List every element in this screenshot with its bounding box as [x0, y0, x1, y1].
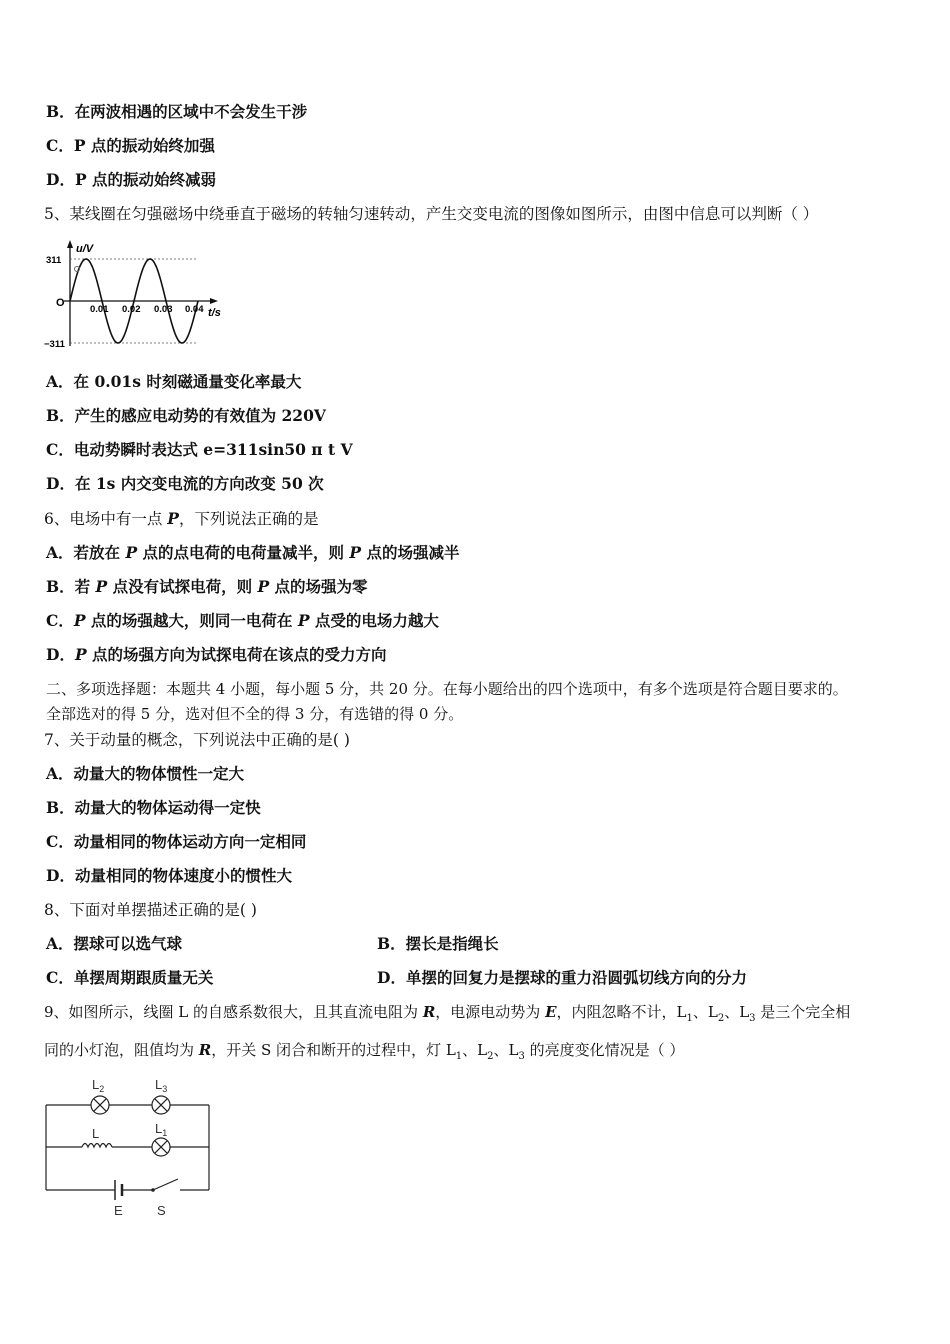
y-max-label: 311 [46, 255, 62, 266]
circuit-diagram [40, 1072, 220, 1222]
lamp-l3 [152, 1096, 170, 1114]
q5-option-b: B．产生的感应电动势的有效值为 220V [46, 406, 326, 425]
y-min-label: −311 [44, 339, 65, 350]
label-e: E [114, 1203, 123, 1218]
q8-option-d: D．单摆的回复力是摆球的重力沿圆弧切线方向的分力 [377, 968, 747, 987]
option-c-prev: C．P 点的振动始终加强 [46, 136, 215, 155]
origin-label: O [56, 297, 65, 309]
label-s: S [157, 1203, 166, 1218]
q9-stem-line1: 9、如图所示，线圈 L 的自感系数很大，且其直流电阻为 R，电源电动势为 E，内阻忽略不计，$L_1$、$L_2$、$L_3$ 是三个完全相 [44, 1003, 851, 1024]
q7-option-b: B．动量大的物体运动得一定快 [46, 798, 261, 817]
q8-option-b: B．摆长是指绳长 [377, 934, 499, 953]
q5-stem: 5、某线圈在匀强磁场中绕垂直于磁场的转轴匀速转动，产生交变电流的图像如图所示，由图中信息可以判断（ ） [44, 205, 819, 223]
q7-option-d: D．动量相同的物体速度小的惯性大 [46, 866, 292, 885]
q6-option-c: C．P 点的场强越大，则同一电荷在 P 点受的电场力越大 [46, 611, 439, 630]
q7-option-c: C．动量相同的物体运动方向一定相同 [46, 832, 307, 851]
lamp-l1 [152, 1138, 170, 1156]
ac-voltage-graph [42, 238, 242, 358]
q8-option-a: A．摆球可以选气球 [46, 934, 183, 953]
switch-blade [153, 1179, 178, 1190]
label-l2: $L_2$ [92, 1077, 105, 1094]
inductor-coil [82, 1144, 112, 1148]
q7-stem: 7、关于动量的概念，下列说法中正确的是( ) [44, 731, 350, 749]
x-tick-0.02: 0.02 [122, 304, 141, 315]
option-b-prev: B．在两波相遇的区域中不会发生干涉 [46, 102, 308, 121]
q8-options-row1 [46, 934, 906, 954]
q7-option-a: A．动量大的物体惯性一定大 [46, 764, 245, 783]
lamp-l2 [91, 1096, 109, 1114]
label-l1: $L_1$ [155, 1121, 168, 1138]
q8-option-c: C．单摆周期跟质量无关 [46, 968, 214, 987]
q9-stem-line2: 同的小灯泡，阻值均为 R，开关 S 闭合和断开的过程中，灯 $L_1$、$L_2$、$L_3$ 的亮度变化情况是（ ） [44, 1041, 685, 1062]
label-l3: $L_3$ [155, 1077, 168, 1094]
section2-line2: 全部选对的得 5 分，选对但不全的得 3 分，有选错的得 0 分。 [46, 705, 464, 723]
section2-line1: 二、多项选择题：本题共 4 小题，每小题 5 分，共 20 分。在每小题给出的四个选项中，有多个选项是符合题目要求的。 [46, 680, 848, 698]
x-tick-0.03: 0.03 [154, 304, 173, 315]
q8-options-row2 [46, 968, 906, 988]
q6-option-d: D．P 点的场强方向为试探电荷在该点的受力方向 [46, 645, 387, 664]
q5-option-d: D．在 1s 内交变电流的方向改变 50 次 [46, 474, 324, 493]
y-axis-label: u/V [76, 243, 94, 255]
x-axis-label: t/s [208, 307, 221, 319]
q5-option-c: C．电动势瞬时表达式 e=311sin50 π t V [46, 440, 353, 459]
option-d-prev: D．P 点的振动始终减弱 [46, 170, 217, 189]
q8-stem: 8、下面对单摆描述正确的是( ) [44, 901, 257, 919]
x-tick-0.01: 0.01 [90, 304, 109, 315]
q6-stem: 6、电场中有一点 P，下列说法正确的是 [44, 509, 319, 528]
label-l: L [92, 1126, 100, 1141]
y-axis-arrow [67, 240, 73, 248]
q5-option-a: A．在 0.01s 时刻磁通量变化率最大 [46, 372, 302, 391]
x-axis-arrow [210, 298, 218, 304]
q6-option-b: B．若 P 点没有试探电荷，则 P 点的场强为零 [46, 577, 368, 596]
x-tick-0.04: 0.04 [185, 304, 204, 315]
q6-option-a: A．若放在 P 点的点电荷的电荷量减半，则 P 点的场强减半 [46, 543, 460, 562]
